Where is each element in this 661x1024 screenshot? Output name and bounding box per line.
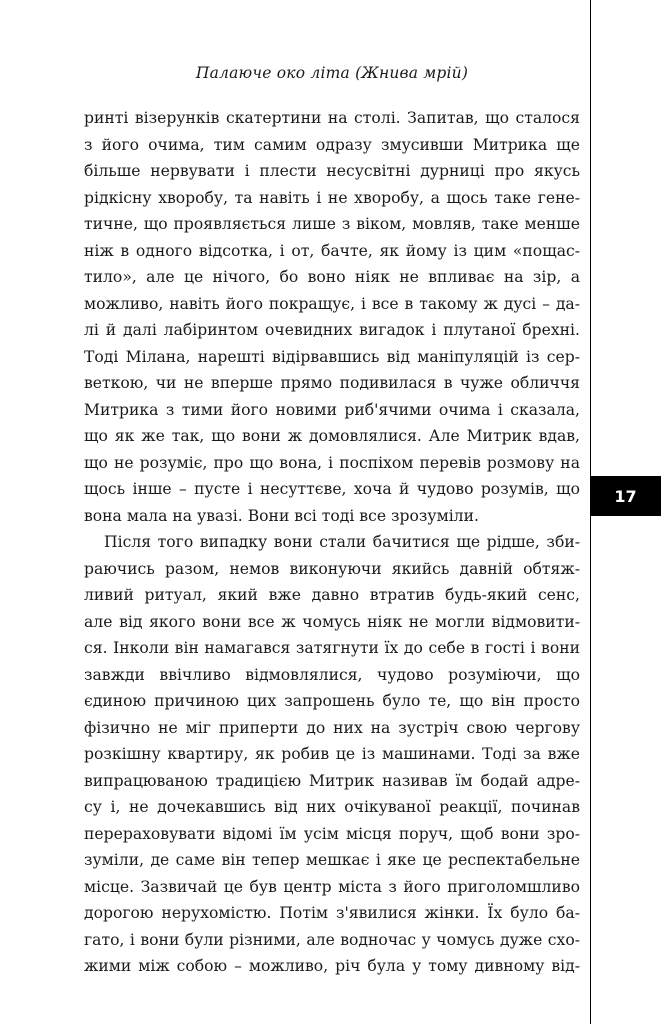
- text-line: можливо, навіть його покращує, і все в такому ж дусі – да-: [84, 294, 580, 313]
- text-line: лі й далі лабіринтом очевидних вигадок і плутаної брехні.: [84, 321, 580, 339]
- text-line: ливий ритуал, який вже давно втратив будь-який сенс,: [84, 586, 580, 604]
- text-line: ринті візерунків скатертини на столі. Запитав, що сталося: [84, 109, 580, 127]
- body-text: [84, 105, 580, 980]
- text-line: жими між собою – можливо, річ була у тому дивному від-: [84, 957, 580, 975]
- text-line: раючись разом, немов виконуючи якийсь давній обтяж-: [84, 559, 580, 578]
- text-line: місце. Зазвичай це був центр міста з його приголомшливо: [84, 877, 580, 896]
- page-number-tab: [590, 476, 661, 516]
- text-line: зуміли, де саме він тепер мешкає і яке це респектабельне: [84, 851, 580, 869]
- text-line: завжди ввічливо відмовлялися, чудово розуміючи, що: [84, 665, 580, 684]
- text-line: розкішну квартиру, як робив це із машинами. Тоді за вже: [84, 745, 580, 763]
- text-line: ся. Інколи він намагався затягнути їх до себе в гості і вони: [84, 639, 580, 657]
- text-line: з його очима, тим самим одразу змусивши Митрика ще: [84, 135, 580, 154]
- running-header: Палаюче око літа (Жнива мрій): [195, 64, 469, 82]
- text-line: більше нервувати і плести несусвітні дурниці про якусь: [84, 162, 580, 180]
- page-number: 17: [614, 486, 637, 506]
- text-line: фізично не міг приперти до них на зустріч свою чергову: [84, 718, 580, 737]
- text-line: що не розуміє, про що вона, і поспіхом перевів розмову на: [84, 453, 580, 472]
- text-line: веткою, чи не вперше прямо подивилася в чуже обличчя: [84, 374, 580, 392]
- text-line: рідкісну хворобу, та навіть і не хворобу, а щось таке гене-: [84, 188, 580, 207]
- paragraph-start-line: Після того випадку вони стали бачитися ще рідше, зби-: [104, 533, 580, 551]
- text-line: дорогою нерухомістю. Потім з'явилися жінки. Їх було ба-: [84, 904, 580, 922]
- text-line: Тоді Мілана, нарешті відірвавшись від маніпуляцій із сер-: [84, 347, 580, 366]
- text-line: випрацюваною традицією Митрик називав їм бодай адре-: [84, 771, 580, 790]
- paragraph-end-line: вона мала на увазі. Вони всі тоді все зрозуміли.: [84, 506, 479, 525]
- text-line: тичне, що проявляється лише з віком, мовляв, таке менше: [84, 215, 580, 233]
- text-line: ніж в одного відсотка, і от, бачте, як йому із цим «пощас-: [84, 241, 580, 260]
- text-line: перераховувати відомі їм усім місця поруч, щоб вони зро-: [84, 824, 580, 843]
- text-line: Митрика з тими його новими риб'ячими очима і сказала,: [84, 400, 580, 419]
- text-line: щось інше – пусте і несуттєве, хоча й чудово розумів, що: [84, 480, 580, 498]
- text-line: але від якого вони все ж чомусь ніяк не могли відмовити-: [84, 612, 580, 631]
- text-line: тило», але це нічого, бо воно ніяк не впливає на зір, а: [84, 268, 580, 286]
- text-line: що як же так, що вони ж домовлялися. Але Митрик вдав,: [84, 427, 580, 445]
- text-line: єдиною причиною цих запрошень було те, що він просто: [84, 692, 580, 710]
- text-line: гато, і вони були різними, але водночас у чомусь дуже схо-: [84, 930, 580, 949]
- text-line: су і, не дочекавшись від них очікуваної реакції, починав: [84, 798, 580, 816]
